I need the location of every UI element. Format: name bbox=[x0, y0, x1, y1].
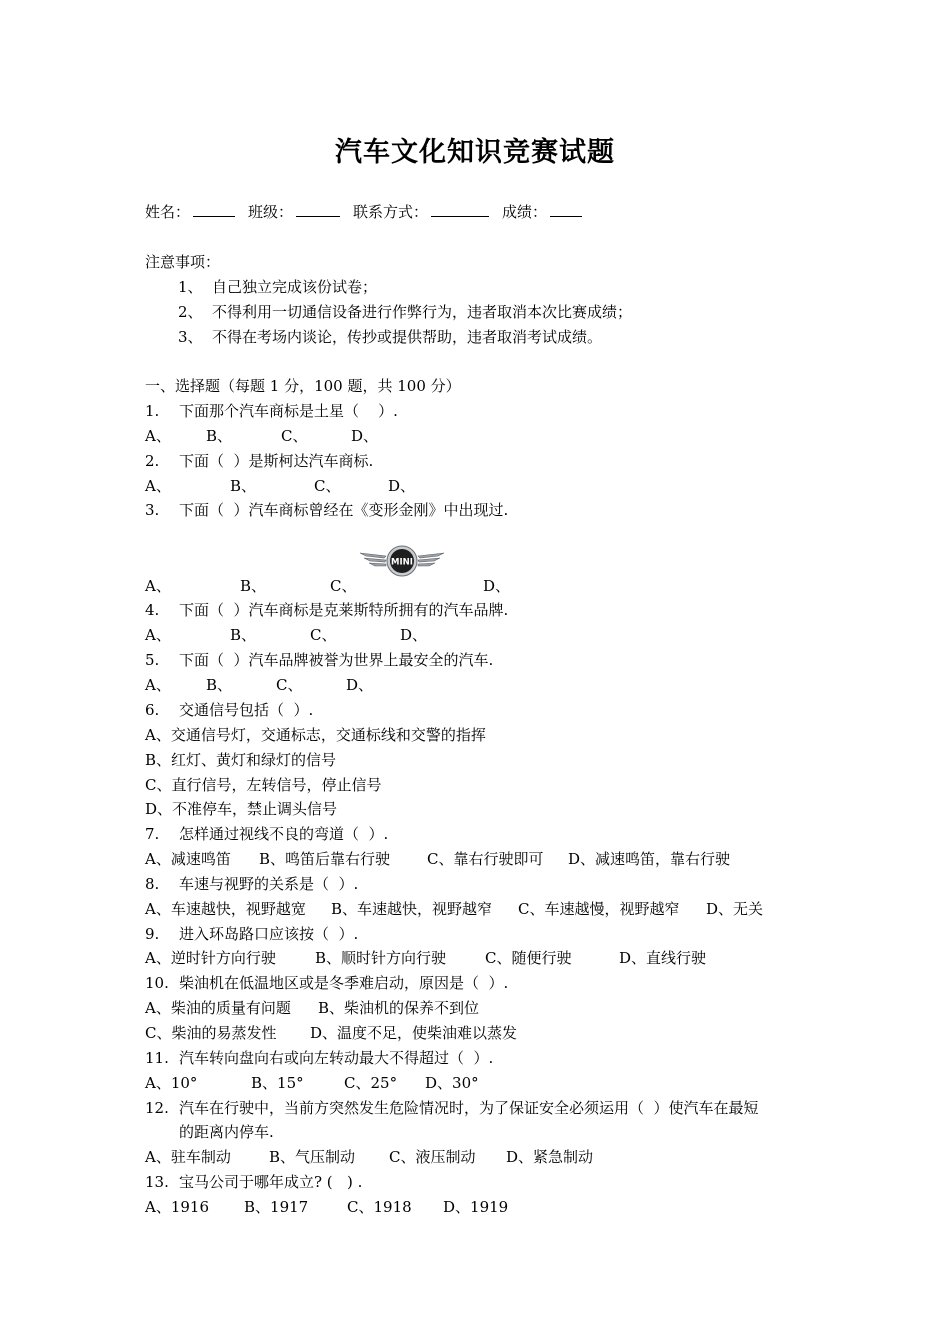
option-c: C、 bbox=[281, 427, 308, 445]
class-blank[interactable] bbox=[296, 202, 340, 217]
question-8: 8. 车速与视野的关系是（ ）. bbox=[145, 875, 359, 893]
option-c: C、液压制动 bbox=[389, 1148, 476, 1166]
question-5: 5. 下面（ ）汽车品牌被誉为世界上最安全的汽车. bbox=[145, 651, 494, 669]
option-a: A、交通信号灯，交通标志，交通标线和交警的指挥 bbox=[145, 726, 486, 744]
option-b: B、15° bbox=[251, 1074, 304, 1092]
name-blank[interactable] bbox=[193, 202, 235, 217]
question-10: 10. 柴油机在低温地区或是冬季难启动，原因是（ ）. bbox=[145, 974, 509, 992]
name-label: 姓名： bbox=[145, 203, 191, 221]
option-b: B、 bbox=[206, 427, 233, 445]
note-item: 1、 自己独立完成该份试卷； bbox=[178, 278, 378, 296]
option-d: D、不准停车，禁止调头信号 bbox=[145, 800, 338, 818]
option-d: D、 bbox=[351, 427, 379, 445]
question-6: 6. 交通信号包括（ ）. bbox=[145, 701, 314, 719]
option-b: B、 bbox=[206, 676, 233, 694]
option-a: A、10° bbox=[145, 1074, 198, 1092]
option-d: D、 bbox=[400, 626, 428, 644]
score-blank[interactable] bbox=[550, 202, 582, 217]
mini-logo-icon bbox=[356, 544, 448, 578]
option-d: D、 bbox=[483, 577, 511, 595]
section-heading: 一、选择题（每题 1 分，100 题，共 100 分） bbox=[145, 377, 461, 395]
option-c: C、直行信号，左转信号，停止信号 bbox=[145, 776, 382, 794]
page-title: 汽车文化知识竞赛试题 bbox=[335, 137, 615, 168]
question-4: 4. 下面（ ）汽车商标是克莱斯特所拥有的汽车品牌. bbox=[145, 601, 509, 619]
option-a: A、逆时针方向行驶 bbox=[145, 949, 276, 967]
question-9: 9. 进入环岛路口应该按（ ）. bbox=[145, 925, 359, 943]
option-b: B、 bbox=[240, 577, 267, 595]
option-d: D、温度不足，使柴油难以蒸发 bbox=[310, 1024, 518, 1042]
mini-logo-text: MINI bbox=[391, 557, 413, 568]
note-item: 2、 不得利用一切通信设备进行作弊行为，违者取消本次比赛成绩； bbox=[178, 303, 633, 321]
question-11: 11. 汽车转向盘向右或向左转动最大不得超过（ ）. bbox=[145, 1049, 494, 1067]
option-a: A、柴油的质量有问题 bbox=[145, 999, 291, 1017]
option-c: C、 bbox=[314, 477, 341, 495]
option-c: C、随便行驶 bbox=[485, 949, 572, 967]
option-b: B、柴油机的保养不到位 bbox=[318, 999, 480, 1017]
class-label: 班级： bbox=[248, 203, 294, 221]
option-c: C、 bbox=[310, 626, 337, 644]
option-d: D、直线行驶 bbox=[619, 949, 707, 967]
option-b: B、 bbox=[230, 626, 257, 644]
question-13: 13. 宝马公司于哪年成立? ( ) . bbox=[145, 1173, 363, 1191]
option-d: D、紧急制动 bbox=[506, 1148, 594, 1166]
question-7: 7. 怎样通过视线不良的弯道（ ）. bbox=[145, 825, 389, 843]
question-12-continued: 的距离内停车. bbox=[179, 1123, 274, 1141]
student-info-row bbox=[145, 202, 585, 222]
option-c: C、25° bbox=[344, 1074, 398, 1092]
option-d: D、减速鸣笛，靠右行驶 bbox=[568, 850, 731, 868]
option-c: C、车速越慢，视野越窄 bbox=[518, 900, 680, 918]
option-b: B、顺时针方向行驶 bbox=[315, 949, 447, 967]
option-d: D、30° bbox=[425, 1074, 479, 1092]
option-a: A、 bbox=[145, 427, 171, 445]
option-a: A、 bbox=[145, 577, 171, 595]
question-3: 3. 下面（ ）汽车商标曾经在《变形金刚》中出现过. bbox=[145, 501, 509, 519]
option-b: B、车速越快，视野越窄 bbox=[331, 900, 493, 918]
option-d: D、无关 bbox=[706, 900, 764, 918]
question-12: 12. 汽车在行驶中，当前方突然发生危险情况时，为了保证安全必须运用（ ）使汽车在最短 bbox=[145, 1099, 759, 1117]
option-c: C、柴油的易蒸发性 bbox=[145, 1024, 277, 1042]
option-a: A、 bbox=[145, 676, 171, 694]
option-a: A、1916 bbox=[145, 1198, 210, 1216]
option-d: D、 bbox=[388, 477, 416, 495]
option-a: A、车速越快，视野越宽 bbox=[145, 900, 306, 918]
option-a: A、 bbox=[145, 477, 171, 495]
option-b: B、气压制动 bbox=[269, 1148, 356, 1166]
option-c: C、1918 bbox=[347, 1198, 412, 1216]
option-a: A、减速鸣笛 bbox=[145, 850, 231, 868]
option-d: D、1919 bbox=[443, 1198, 509, 1216]
option-b: B、1917 bbox=[244, 1198, 309, 1216]
option-a: A、驻车制动 bbox=[145, 1148, 231, 1166]
question-2: 2. 下面（ ）是斯柯达汽车商标. bbox=[145, 452, 374, 470]
notes-heading: 注意事项： bbox=[145, 253, 221, 271]
option-b: B、鸣笛后靠右行驶 bbox=[259, 850, 391, 868]
contact-label: 联系方式： bbox=[353, 203, 429, 221]
option-d: D、 bbox=[346, 676, 374, 694]
option-b: B、 bbox=[230, 477, 257, 495]
contact-blank[interactable] bbox=[431, 202, 489, 217]
option-c: C、 bbox=[276, 676, 303, 694]
note-item: 3、 不得在考场内谈论，传抄或提供帮助，违者取消考试成绩。 bbox=[178, 328, 603, 346]
option-a: A、 bbox=[145, 626, 171, 644]
question-1: 1. 下面那个汽车商标是土星（ ）. bbox=[145, 402, 398, 420]
option-c: C、靠右行驶即可 bbox=[427, 850, 544, 868]
option-c: C、 bbox=[330, 577, 357, 595]
score-label: 成绩： bbox=[502, 203, 548, 221]
option-b: B、红灯、黄灯和绿灯的信号 bbox=[145, 751, 337, 769]
